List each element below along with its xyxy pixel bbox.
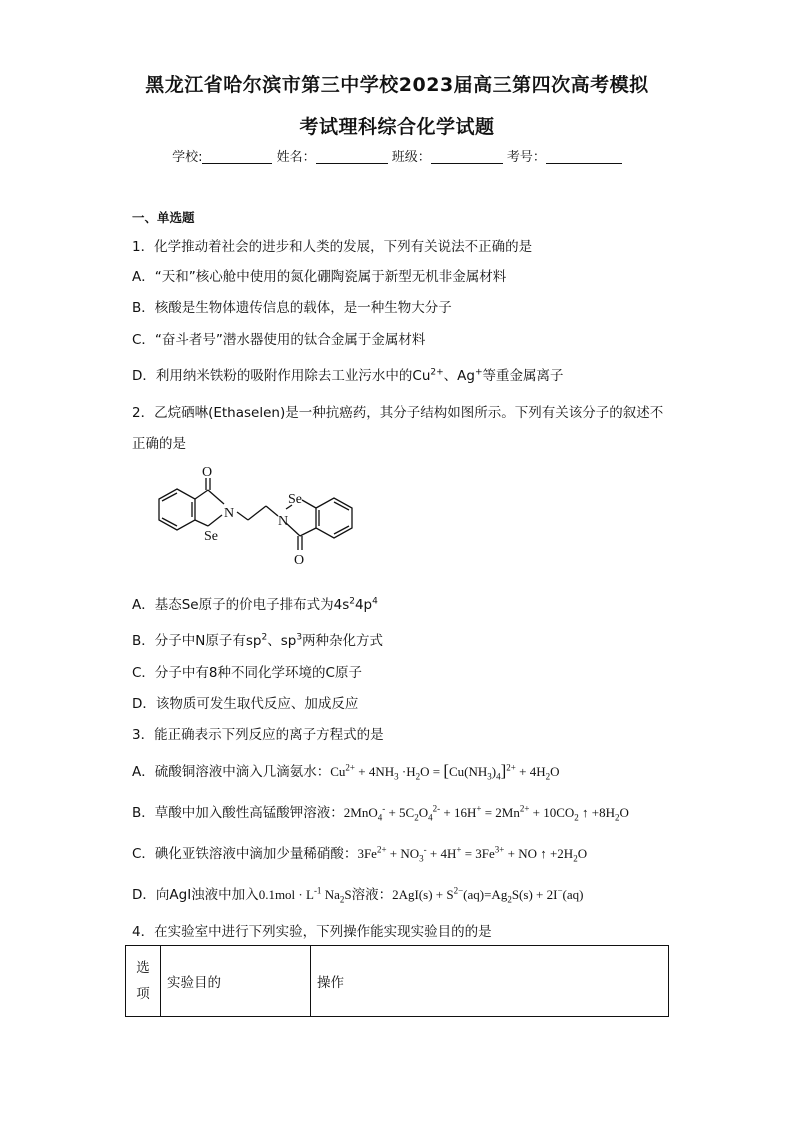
q1-option-b: B．核酸是生物体遗传信息的载体，是一种生物大分子 xyxy=(132,300,452,316)
q3-option-a: A．硫酸铜溶液中滴入几滴氨水：$Cu^{2+} + 4NH_3 \cdot H_2O = [Cu(NH_3)_4]^{2+} + 4H_2O$ xyxy=(132,761,560,782)
q2-option-d: D．该物质可发生取代反应、加成反应 xyxy=(132,696,359,712)
name-blank xyxy=(316,149,388,164)
q2-option-a: A．基态Se原子的价电子排布式为$4s^24p^4$ xyxy=(132,596,378,613)
q2-option-c: C．分子中有8种不同化学环境的C原子 xyxy=(132,665,362,681)
ethaselen-structure xyxy=(140,462,380,572)
col-operation: 操作 xyxy=(311,946,669,1017)
q2-option-b: B．分子中N原子有$sp^2$、$sp^3$两种杂化方式 xyxy=(132,632,384,649)
id-label: 考号： xyxy=(506,150,546,165)
mol-o-label-1: O xyxy=(202,465,213,480)
mol-se-label-2: Se xyxy=(288,492,302,507)
mol-o-label-2: O xyxy=(294,553,305,568)
id-blank xyxy=(546,149,622,164)
school-blank xyxy=(202,149,272,164)
table-header-row xyxy=(126,946,669,1017)
student-info-row xyxy=(0,146,794,165)
title-line-2: 考试理科综合化学试题 xyxy=(299,116,495,138)
mol-se-label-1: Se xyxy=(204,529,218,544)
col-purpose: 实验目的 xyxy=(161,946,311,1017)
name-label: 姓名： xyxy=(276,150,316,165)
q1-stem: 1．化学推动着社会的进步和人类的发展，下列有关说法不正确的是 xyxy=(132,239,533,255)
mol-n-label-2: N xyxy=(278,514,289,529)
school-label: 学校: xyxy=(172,150,203,165)
q3-option-c: C．碘化亚铁溶液中滴加少量稀硝酸：$3Fe^{2+} + NO_3^- + 4H^+ = 3Fe^{3+}$ + NO ↑ $+2H_2O$ xyxy=(132,844,588,864)
class-label: 班级： xyxy=(391,150,431,165)
q3-stem: 3．能正确表示下列反应的离子方程式的是 xyxy=(132,727,384,743)
q4-table xyxy=(125,945,669,1017)
q4-stem: 4．在实验室中进行下列实验，下列操作能实现实验目的的是 xyxy=(132,924,492,940)
q1-option-a: A．“天和”核心舱中使用的氮化硼陶瓷属于新型无机非金属材料 xyxy=(132,269,507,285)
q3-option-b: B．草酸中加入酸性高锰酸钾溶液：$2MnO_4^- + 5C_2O_4^{2-} + 16H^+ = 2Mn^{2+} + 10CO_2$ ↑ $+8H_2O$ xyxy=(132,803,629,823)
title-line-1: 黑龙江省哈尔滨市第三中学校2023届高三第四次高考模拟 xyxy=(145,74,649,96)
q2-stem-1: 2．乙烷硒啉(Ethaselen)是一种抗癌药，其分子结构如图所示。下列有关该分子的叙述不 xyxy=(132,405,664,421)
col-option: 选项 xyxy=(126,946,161,1017)
mol-n-label-1: N xyxy=(224,506,235,521)
q2-stem-2: 正确的是 xyxy=(132,436,186,452)
q1-option-d: D．利用纳米铁粉的吸附作用除去工业污水中的$Cu^{2+}$、Ag+等重金属离子 xyxy=(132,367,564,384)
q3-option-d: D．向AgI浊液中加入$0.1mol \cdot L^{-1}$ $Na_2S$溶液：$2AgI(s) + S^{2-}(aq)=Ag_2S(s) + 2I^-(aq)$ xyxy=(132,885,584,905)
section-heading: 一、单选题 xyxy=(132,210,195,225)
q1-option-c: C．“奋斗者号”潜水器使用的钛合金属于金属材料 xyxy=(132,332,426,348)
class-blank xyxy=(431,149,503,164)
